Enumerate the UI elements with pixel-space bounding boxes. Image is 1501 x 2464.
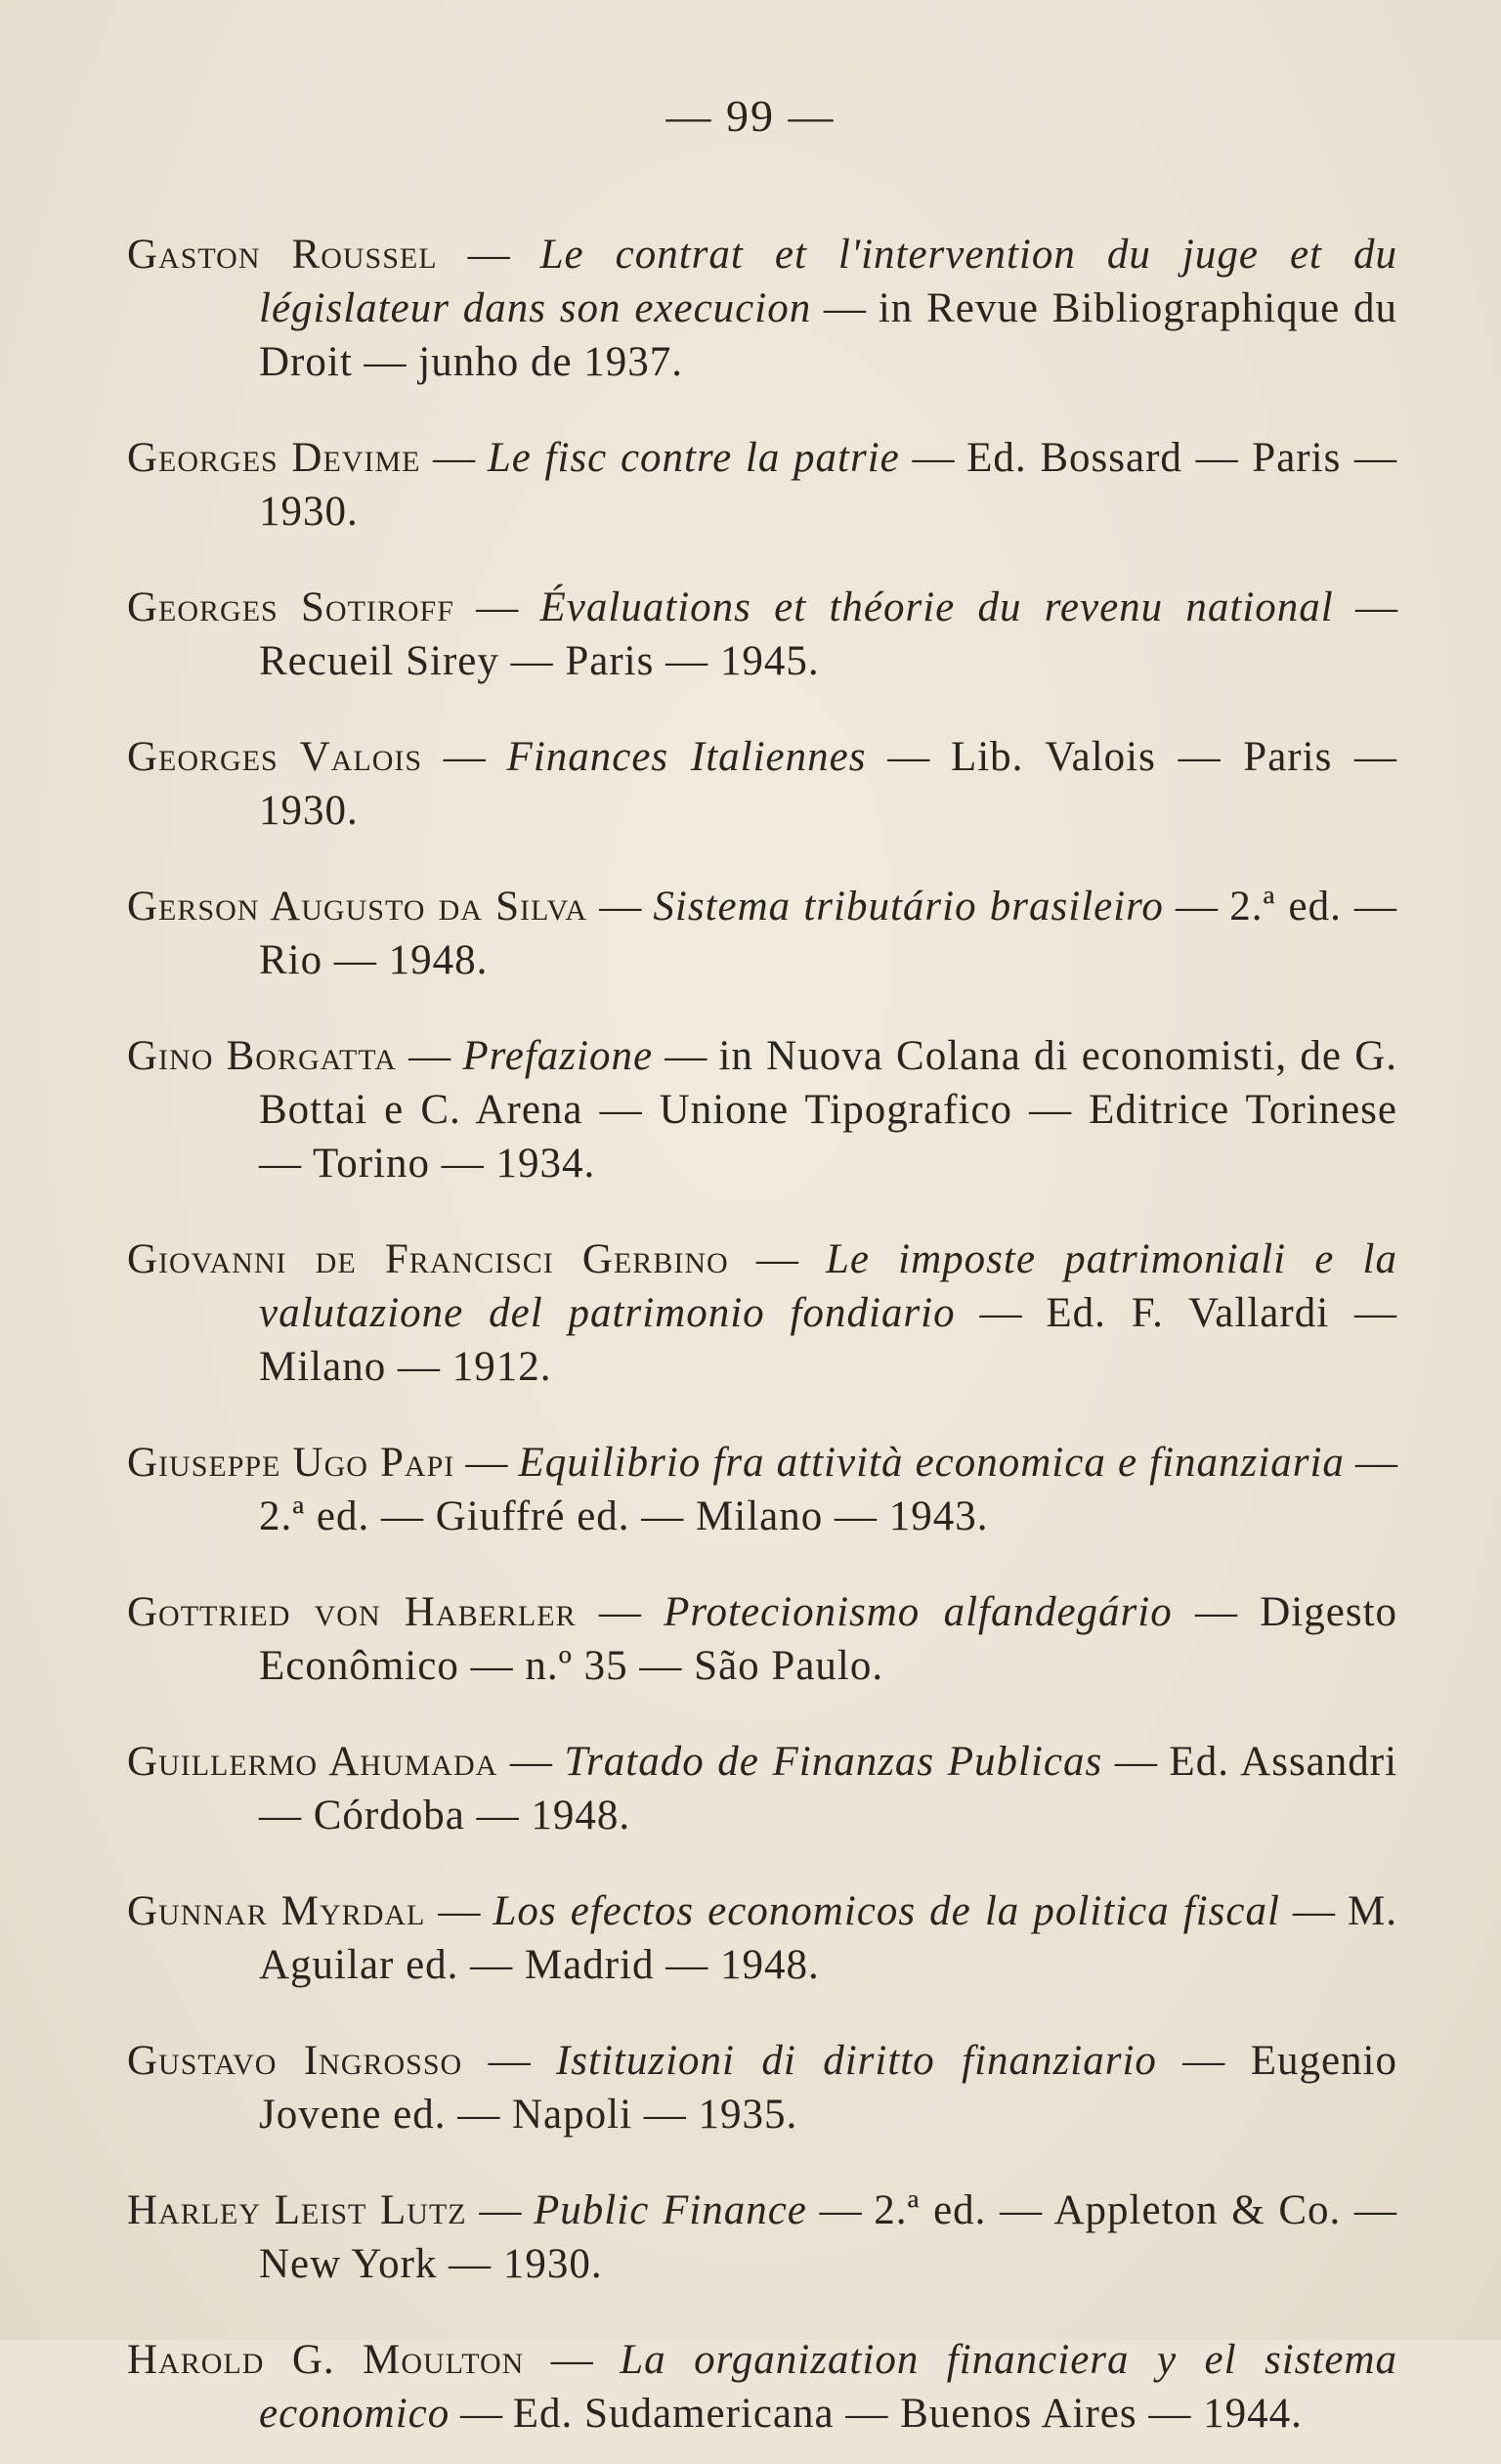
entry-publication: in Nuova Colana di economisti, de G. Bottai e C. Arena — Unione Tipografico — Editrice Torinese — Torino — 1934.	[259, 1033, 1397, 1187]
entry-separator: —	[811, 285, 879, 331]
entry-title: Le fisc contre la patrie	[487, 435, 900, 481]
entry-author: Harley Leist Lutz	[127, 2187, 467, 2233]
entry-author: Gaston Roussel	[127, 232, 438, 278]
entry-publication: Recueil Sirey — Paris — 1945.	[259, 638, 820, 684]
bibliography-entry	[127, 2333, 1397, 2441]
entry-separator: —	[420, 435, 488, 481]
entry-title: Le imposte patrimoniali e la valutazione del patrimonio fondiario	[259, 1236, 1397, 1336]
entry-publication: Lib. Valois — Paris — 1930.	[259, 734, 1398, 834]
entry-publication: Eugenio Jovene ed. — Napoli — 1935.	[259, 2038, 1397, 2138]
entry-publication: M. Aguilar ed. — Madrid — 1948.	[259, 1888, 1398, 1988]
bibliography-entry	[127, 1436, 1397, 1543]
entry-separator: —	[497, 1739, 565, 1785]
entry-title: Equilibrio fra attività economica e finanziaria	[518, 1440, 1345, 1486]
entry-title: Tratado de Finanzas Publicas	[564, 1739, 1103, 1785]
entry-title: La organization financiera y el sistema economico	[259, 2337, 1397, 2437]
entry-author: Georges Valois	[127, 734, 423, 780]
entry-author: Gunnar Myrdal	[127, 1888, 426, 1934]
entry-separator: —	[450, 2391, 513, 2437]
entry-publication: Ed. Bossard — Paris — 1930.	[259, 435, 1397, 535]
entry-author: Harold G. Moulton	[127, 2337, 525, 2383]
entry-separator: —	[422, 734, 507, 780]
entry-separator: —	[1172, 1589, 1261, 1635]
entry-author: Giuseppe Ugo Papi	[127, 1440, 455, 1486]
entry-separator: —	[453, 584, 540, 630]
entry-publication: in Revue Bibliographique du Droit — junho de 1937.	[259, 285, 1397, 385]
entry-separator: —	[653, 1033, 719, 1079]
entry-separator: —	[1156, 2038, 1251, 2084]
entry-separator: —	[576, 1589, 665, 1635]
entry-author: Gustavo Ingrosso	[127, 2038, 463, 2084]
bibliography-entry	[127, 2034, 1397, 2141]
entry-author: Gottried von Haberler	[127, 1589, 577, 1635]
entry-separator: —	[466, 2187, 535, 2233]
bibliography-list	[127, 186, 1397, 2464]
entry-title: Prefazione	[462, 1033, 654, 1079]
bibliography-entry	[127, 880, 1397, 987]
entry-separator: —	[899, 435, 967, 481]
entry-author: Georges Devime	[127, 435, 421, 481]
entry-author: Guillermo Ahumada	[127, 1739, 498, 1785]
entry-separator: —	[1344, 1440, 1398, 1486]
entry-author: Gino Borgatta	[127, 1033, 397, 1079]
bibliography-entry	[127, 581, 1397, 688]
entry-separator: —	[587, 884, 654, 929]
bibliography-entry	[127, 431, 1397, 539]
entry-title: Évaluations et théorie du revenu national	[539, 584, 1334, 630]
entry-title: Finances Italiennes	[506, 734, 867, 780]
entry-separator: —	[866, 734, 951, 780]
bibliography-entry	[127, 730, 1397, 838]
bibliography-entry	[127, 1029, 1397, 1190]
bibliography-entry	[127, 1884, 1397, 1992]
entry-publication: 2.ª ed. — Rio — 1948.	[259, 884, 1398, 983]
entry-separator: —	[425, 1888, 493, 1934]
bibliography-entry	[127, 1735, 1397, 1842]
entry-publication: 2.ª ed. — Giuffré ed. — Milano — 1943.	[259, 1493, 989, 1539]
entry-title: Le contrat et l'intervention du juge et du législateur dans son execucion	[259, 232, 1398, 331]
entry-separator: —	[1163, 884, 1230, 929]
entry-title: Protecionismo alfandegário	[664, 1589, 1173, 1635]
entry-separator: —	[955, 1290, 1047, 1336]
entry-title: Istituzioni di diritto finanziario	[555, 2038, 1157, 2084]
entry-separator: —	[1102, 1739, 1170, 1785]
bibliography-entry	[127, 1232, 1397, 1394]
entry-publication: Digesto Econômico — n.º 35 — São Paulo.	[259, 1589, 1398, 1689]
entry-separator: —	[437, 232, 540, 278]
entry-separator: —	[454, 1440, 519, 1486]
entry-separator: —	[806, 2187, 875, 2233]
entry-separator: —	[728, 1236, 826, 1282]
entry-title: Los efectos economicos de la politica fiscal	[493, 1888, 1280, 1934]
entry-publication: Ed. Assandri — Córdoba — 1948.	[259, 1739, 1398, 1838]
entry-separator: —	[462, 2038, 556, 2084]
entry-title: Public Finance	[534, 2187, 807, 2233]
entry-separator: —	[524, 2337, 621, 2383]
bibliography-entry	[127, 1585, 1397, 1693]
page-number: — 99 —	[665, 91, 836, 141]
bibliography-entry	[127, 2183, 1397, 2291]
entry-author: Georges Sotiroff	[127, 584, 454, 630]
entry-title: Sistema tributário brasileiro	[653, 884, 1164, 929]
entry-separator: —	[1279, 1888, 1349, 1934]
entry-publication: 2.ª ed. — Appleton & Co. — New York — 1930.	[259, 2187, 1397, 2287]
bibliography-entry	[127, 228, 1397, 389]
entry-author: Gerson Augusto da Silva	[127, 884, 588, 929]
entry-author: Giovanni de Francisci Gerbino	[127, 1236, 729, 1282]
entry-publication: Ed. F. Vallardi — Milano — 1912.	[259, 1290, 1398, 1390]
entry-separator: —	[1333, 584, 1398, 630]
entry-separator: —	[396, 1033, 463, 1079]
entry-publication: Ed. Sudamericana — Buenos Aires — 1944.	[512, 2391, 1303, 2437]
